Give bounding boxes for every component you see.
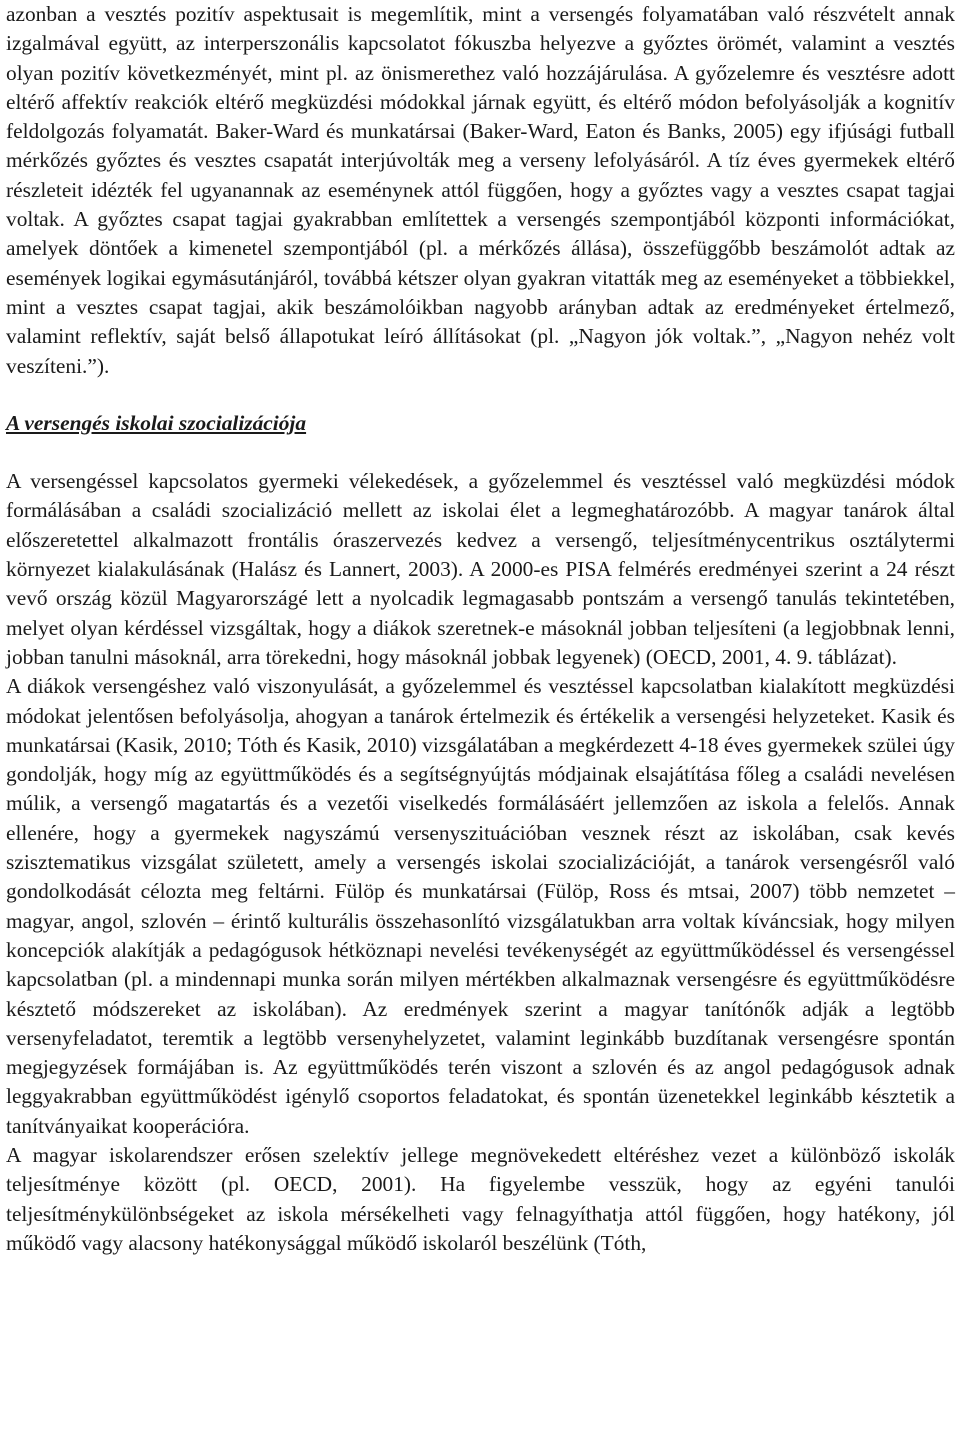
paragraph-selective-school-system: A magyar iskolarendszer erősen szelektív jellege megnövekedett eltéréshez vezet a különböző iskolák teljesítménye között (pl. OECD, 2001). Ha figyelembe vesszük, hogy az egyéni tanulói teljesítménykülönbségeket az iskola mérsékelheti vagy felnagyíthatja attól függően, hogy hatékony, jól működő vagy alacsony hatékonysággal működő iskolaról beszélünk (Tóth, [6,1142,955,1255]
paragraph-teacher-influence: A diákok versengéshez való viszonyulását, a győzelemmel és vesztéssel kapcsolatban kialakított megküzdési módokat jelentősen befolyásolja, ahogyan a tanárok értelmezik és értékelik a versengési helyzeteket. Kasik és munkatársai (Kasik, 2010; Tóth és Kasik, 2010) vizsgálatában a megkérdezett 4-18 éves gyermekek szülei úgy gondolják, hogy míg az együttműködés és a segítségnyújtás módjainak elsajátítása főleg a családi nevelésen múlik, a versengő magatartás és a vezetői viselkedés formálásáért jellemzően az iskola a felelős. Annak ellenére, hogy a gyermekek nagyszámú versenyszituációban vesznek részt az iskolában, csak kevés szisztematikus vizsgálat született, amely a versengés iskolai szocializációját, a tanárok versengésről való gondolkodását célozta meg feltárni. Fülöp és munkatársai (Fülöp, Ross és mtsai, 2007) több nemzetet – magyar, angol, szlovén – érintő kulturális összehasonlító vizsgálatukban arra voltak kíváncsiak, hogy milyen koncepciók alakítják a pedagógusok hétköznapi nevelési tevékenységét az együttműködéssel és versengéssel kapcsolatban (pl. a mindennapi munka során milyen mértékben alkalmaznak versengésre és együttműködésre késztető módszereket az iskolában). Az eredmények szerint a magyar tanítónők adják a legtöbb versenyfeladatot, teremtik a legtöbb versenyhelyzetet, valamint leginkább buzdítanak versengésre spontán megjegyzések formájában is. Az együttműködés terén viszont a szlovén és az angol pedagógusok adnak leggyakrabban együttműködést igénylő csoportos feladatokat, és spontán üzenetekkel leginkább késztetik a tanítványaikat kooperációra. [6,674,955,1138]
paragraph-school-socialization: A versengéssel kapcsolatos gyermeki vélekedések, a győzelemmel és vesztéssel való megküzdési módok formálásában a családi szocializáció mellett az iskolai élet a legmeghatározóbb. A magyar tanárok által előszeretettel alkalmazott frontális óraszervezés kedvez a versengő, teljesítménycentrikus osztálytermi környezet kialakulásának (Halász és Lannert, 2003). A 2000-es PISA felmérés eredményei szerint a 24 részt vevő ország közül Magyarországé lett a nyolcadik legmagasabb pontszám a versengő tanulás tekintetében, melyet olyan kérdéssel vizsgáltak, hogy a diákok szeretnek-e másoknál jobban teljesíteni (a legjobbnak lenni, jobban tanulni másoknál, arra törekedni, hogy másoknál jobbak legyenek) (OECD, 2001, 4. 9. táblázat). [6,469,955,669]
spacer [6,381,955,409]
paragraph-winning-losing-reactions: azonban a vesztés pozitív aspektusait is megemlítik, mint a versengés folyamatában való részvételt annak izgalmával együtt, az interperszonális kapcsolatot fókuszba helyezve a győztes örömét, valamint a vesztés olyan pozitív következményét, mint pl. az önismerethez való hozzájárulása. A győzelemre és vesztésre adott eltérő affektív reakciók eltérő megküzdési módokkal járnak együtt, és eltérő módon befolyásolják a kognitív feldolgozás folyamatát. Baker-Ward és munkatársai (Baker-Ward, Eaton és Banks, 2005) egy ifjúsági futball mérkőzés győztes és vesztes csapatát interjúvolták meg a verseny lefolyásáról. A tíz éves gyermekek eltérő részleteit idézték fel ugyanannak az eseménynek attól függően, hogy a győztes vagy a vesztes csapat tagjai voltak. A győztes csapat tagjai gyakrabban említettek a versengés szempontjából központi információkat, amelyek döntőek a kimenetel szempontjából (pl. a mérkőzés állása), összefüggőbb beszámolót adtak az események logikai egymásutánjáról, továbbá kétszer olyan gyakran vitatták meg az eseményeket a többiekkel, mint a vesztes csapat tagjai, akik beszámolóikban nagyobb arányban adtak az eredményeket értelmező, valamint reflektív, saját belső állapotukat leíró állításokat (pl. „Nagyon jók voltak.”, „Nagyon nehéz volt veszíteni.”). [6,2,955,378]
spacer [6,438,955,467]
section-heading: A versengés iskolai szocializációja [6,410,307,435]
